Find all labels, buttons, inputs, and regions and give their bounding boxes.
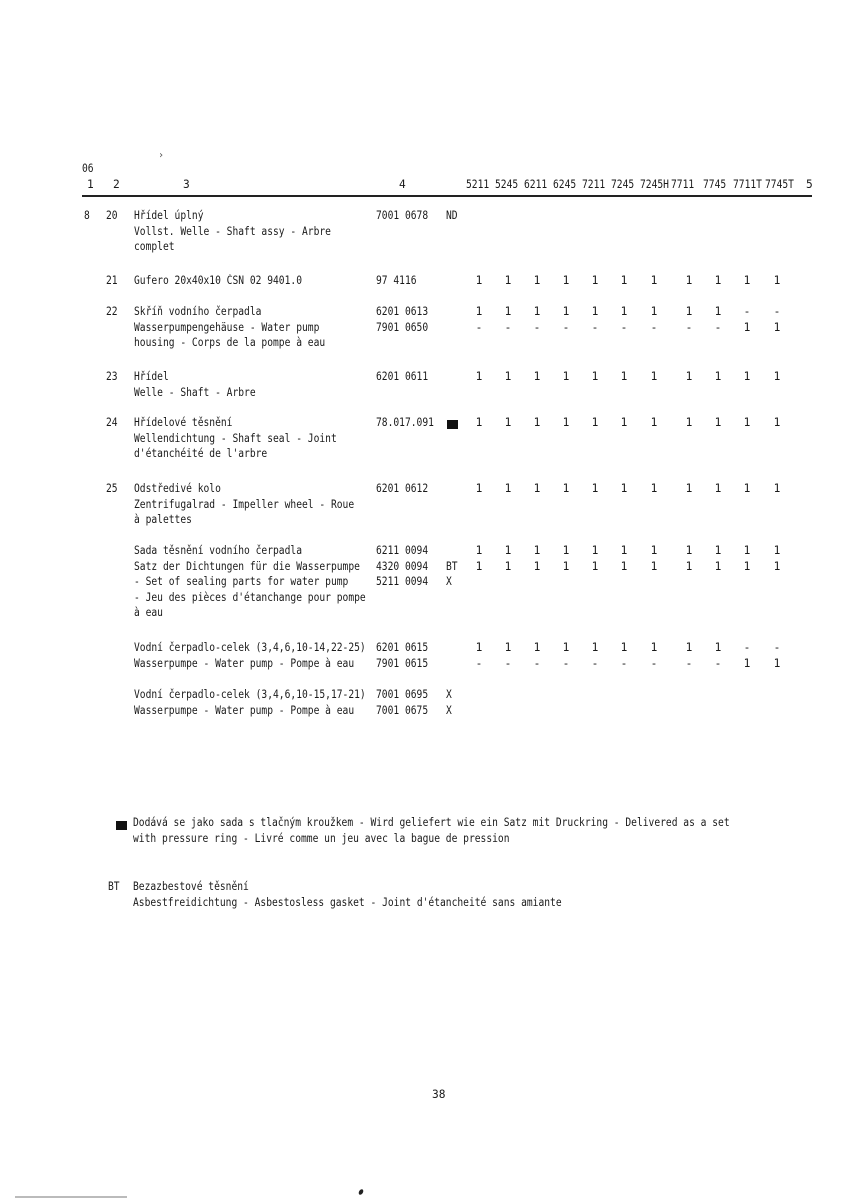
quantity-cell: -: [650, 320, 658, 334]
position-number: 20: [106, 209, 118, 222]
header-col-3: 3: [183, 178, 190, 191]
quantity-cell: 1: [714, 416, 722, 429]
quantity-cell: 1: [650, 416, 658, 429]
quantity-cell: 1: [650, 482, 658, 495]
part-number: 6211 0094: [376, 544, 429, 557]
quantity-cell: 1: [562, 305, 570, 318]
part-number: 6201 0612: [376, 482, 429, 495]
scan-mark: ›: [158, 150, 165, 161]
quantity-cell: 1: [743, 544, 751, 557]
quantity-cell: -: [475, 320, 483, 334]
quantity-cell: 1: [562, 274, 570, 287]
footnote-text: Bezazbestové těsnění: [133, 880, 249, 893]
quantity-cell: -: [620, 320, 628, 334]
part-number: 7901 0615: [376, 656, 429, 670]
quantity-cell: 1: [475, 641, 483, 654]
quantity-cell: 1: [714, 641, 722, 654]
quantity-cell: 1: [685, 416, 693, 429]
description-line: Vollst. Welle - Shaft assy - Arbre: [134, 224, 331, 238]
position-number: 22: [106, 305, 118, 318]
quantity-cell: -: [562, 320, 570, 334]
footnote-text: Asbestfreidichtung - Asbestosless gasket - Joint d'étancheité sans amiante: [133, 895, 562, 909]
footnote-text: with pressure ring - Livré comme un jeu avec la bague de pression: [133, 831, 510, 845]
header-col-4: 4: [399, 178, 406, 191]
quantity-cell: -: [743, 641, 751, 654]
part-number: 97 4116: [376, 274, 417, 287]
quantity-cell: 1: [591, 559, 599, 573]
note-marker: BT: [446, 559, 458, 573]
description-line: à palettes: [134, 513, 192, 527]
quantity-cell: 1: [685, 482, 693, 495]
quantity-cell: 1: [475, 559, 483, 573]
part-number: 6201 0611: [376, 370, 429, 383]
position-number: 24: [106, 416, 118, 429]
footnote-marker-icon: [116, 821, 127, 830]
quantity-cell: 1: [562, 641, 570, 654]
quantity-cell: 1: [685, 305, 693, 318]
description-line: complet: [134, 240, 175, 254]
quantity-cell: 1: [685, 559, 693, 573]
quantity-cell: 1: [714, 559, 722, 573]
quantity-cell: 1: [591, 641, 599, 654]
quantity-cell: 1: [650, 370, 658, 383]
quantity-cell: 1: [714, 305, 722, 318]
quantity-cell: 1: [620, 370, 628, 383]
scan-speck: [358, 1188, 364, 1195]
quantity-cell: 1: [620, 641, 628, 654]
note-marker: X: [446, 575, 452, 589]
header-col-1: 1: [87, 178, 94, 191]
description-line: Wasserpumpengehäuse - Water pump: [134, 320, 320, 334]
description-line: Hřídelové těsnění: [134, 416, 233, 429]
quantity-cell: 1: [685, 370, 693, 383]
quantity-cell: 1: [743, 559, 751, 573]
section-number: 06: [82, 162, 94, 175]
quantity-cell: -: [773, 305, 781, 318]
note-marker: X: [446, 688, 452, 701]
model-header: 7711T: [733, 178, 762, 191]
quantity-cell: 1: [504, 544, 512, 557]
model-header: 7745: [703, 178, 727, 191]
part-number: 7001 0675: [376, 703, 429, 717]
description-line: Odstředivé kolo: [134, 482, 221, 495]
quantity-cell: -: [714, 320, 722, 334]
quantity-cell: 1: [650, 559, 658, 573]
quantity-cell: 1: [773, 559, 781, 573]
part-number: 4320 0094: [376, 559, 429, 573]
quantity-cell: 1: [714, 274, 722, 287]
quantity-cell: -: [650, 656, 658, 670]
description-line: Hřídel: [134, 370, 169, 383]
quantity-cell: 1: [773, 544, 781, 557]
quantity-cell: 1: [743, 274, 751, 287]
quantity-cell: -: [562, 656, 570, 670]
quantity-cell: -: [685, 656, 693, 670]
description-line: Vodní čerpadlo-celek (3,4,6,10-15,17-21): [134, 688, 366, 701]
description-line: Sada těsnění vodního čerpadla: [134, 544, 302, 557]
quantity-cell: 1: [533, 641, 541, 654]
part-number: 6201 0615: [376, 641, 429, 654]
quantity-cell: 1: [714, 482, 722, 495]
description-line: Wasserpumpe - Water pump - Pompe à eau: [134, 656, 355, 670]
description-line: Zentrifugalrad - Impeller wheel - Roue: [134, 497, 355, 511]
quantity-cell: -: [504, 656, 512, 670]
quantity-cell: 1: [591, 370, 599, 383]
quantity-cell: 1: [743, 370, 751, 383]
quantity-cell: 1: [475, 274, 483, 287]
part-number: 7001 0695: [376, 688, 429, 701]
quantity-cell: 1: [591, 544, 599, 557]
quantity-cell: 1: [685, 641, 693, 654]
quantity-cell: 1: [620, 305, 628, 318]
description-line: Vodní čerpadlo-celek (3,4,6,10-14,22-25): [134, 641, 366, 654]
quantity-cell: 1: [714, 544, 722, 557]
quantity-cell: 1: [620, 416, 628, 429]
quantity-cell: 1: [504, 274, 512, 287]
position-number: 23: [106, 370, 118, 383]
quantity-cell: -: [773, 641, 781, 654]
footnote-text: Dodává se jako sada s tlačným kroužkem - Wird geliefert wie ein Satz mit Druckring - Delivered as a set: [133, 816, 730, 829]
quantity-cell: 1: [591, 274, 599, 287]
model-header: 7245: [611, 178, 635, 191]
quantity-cell: 1: [773, 320, 781, 334]
quantity-cell: -: [685, 320, 693, 334]
model-header: 7745T: [765, 178, 794, 191]
note-marker: ND: [446, 209, 458, 222]
part-number: 7001 0678: [376, 209, 429, 222]
quantity-cell: 1: [475, 544, 483, 557]
quantity-cell: -: [504, 320, 512, 334]
quantity-cell: 1: [773, 656, 781, 670]
quantity-cell: -: [475, 656, 483, 670]
model-header: 5211: [466, 178, 490, 191]
model-header: 5245: [495, 178, 519, 191]
quantity-cell: 1: [620, 544, 628, 557]
model-header: 6245: [553, 178, 577, 191]
quantity-cell: 1: [504, 559, 512, 573]
quantity-cell: 1: [475, 482, 483, 495]
quantity-cell: 1: [650, 641, 658, 654]
quantity-cell: 1: [533, 305, 541, 318]
quantity-cell: 1: [562, 482, 570, 495]
footnote-marker: BT: [108, 880, 120, 893]
quantity-cell: 1: [562, 416, 570, 429]
description-line: Wellendichtung - Shaft seal - Joint: [134, 431, 337, 445]
header-col-5: 5: [806, 178, 813, 191]
quantity-cell: 1: [504, 482, 512, 495]
position-number: 25: [106, 482, 118, 495]
header-col-2: 2: [113, 178, 120, 191]
quantity-cell: 1: [773, 370, 781, 383]
quantity-cell: 1: [620, 482, 628, 495]
quantity-cell: 1: [475, 305, 483, 318]
group-number: 8: [84, 209, 90, 222]
quantity-cell: 1: [533, 544, 541, 557]
quantity-cell: 1: [743, 656, 751, 670]
quantity-cell: 1: [620, 274, 628, 287]
quantity-cell: 1: [504, 370, 512, 383]
quantity-cell: 1: [714, 370, 722, 383]
quantity-cell: 1: [504, 416, 512, 429]
quantity-cell: 1: [533, 370, 541, 383]
description-line: à eau: [134, 606, 163, 620]
quantity-cell: 1: [533, 416, 541, 429]
quantity-cell: 1: [650, 544, 658, 557]
model-header: 7211: [582, 178, 606, 191]
quantity-cell: 1: [685, 274, 693, 287]
quantity-cell: -: [591, 656, 599, 670]
quantity-cell: 1: [591, 416, 599, 429]
quantity-cell: 1: [591, 305, 599, 318]
model-header: 7245H: [640, 178, 669, 191]
quantity-cell: -: [533, 320, 541, 334]
quantity-cell: 1: [533, 482, 541, 495]
quantity-cell: -: [591, 320, 599, 334]
quantity-cell: 1: [562, 559, 570, 573]
description-line: Welle - Shaft - Arbre: [134, 385, 256, 399]
quantity-cell: 1: [562, 544, 570, 557]
quantity-cell: 1: [743, 482, 751, 495]
bottom-edge-line: [15, 1196, 127, 1198]
quantity-cell: 1: [743, 320, 751, 334]
description-line: housing - Corps de la pompe à eau: [134, 336, 326, 350]
quantity-cell: 1: [533, 274, 541, 287]
part-number: 5211 0094: [376, 575, 429, 589]
quantity-cell: 1: [475, 416, 483, 429]
description-line: - Set of sealing parts for water pump: [134, 575, 349, 589]
description-line: Gufero 20x40x10 ČSN 02 9401.0: [134, 274, 302, 287]
description-line: Hřídel úplný: [134, 209, 204, 222]
description-line: Skříň vodního čerpadla: [134, 305, 262, 318]
quantity-cell: 1: [773, 274, 781, 287]
quantity-cell: 1: [562, 370, 570, 383]
quantity-cell: 1: [743, 416, 751, 429]
part-number: 78.017.091: [376, 416, 434, 429]
quantity-cell: 1: [685, 544, 693, 557]
quantity-cell: -: [743, 305, 751, 318]
note-marker: X: [446, 703, 452, 717]
page-number: 38: [432, 1088, 446, 1101]
description-line: Satz der Dichtungen für die Wasserpumpe: [134, 559, 360, 573]
quantity-cell: 1: [591, 482, 599, 495]
description-line: d'étanchéité de l'arbre: [134, 447, 268, 461]
footnote-marker-icon: [447, 420, 458, 429]
quantity-cell: 1: [773, 482, 781, 495]
part-number: 7901 0650: [376, 320, 429, 334]
quantity-cell: -: [620, 656, 628, 670]
quantity-cell: -: [533, 656, 541, 670]
quantity-cell: -: [714, 656, 722, 670]
quantity-cell: 1: [504, 305, 512, 318]
quantity-cell: 1: [650, 305, 658, 318]
quantity-cell: 1: [533, 559, 541, 573]
description-line: Wasserpumpe - Water pump - Pompe à eau: [134, 703, 355, 717]
quantity-cell: 1: [504, 641, 512, 654]
model-header: 7711: [671, 178, 695, 191]
part-number: 6201 0613: [376, 305, 429, 318]
quantity-cell: 1: [620, 559, 628, 573]
model-header: 6211: [524, 178, 548, 191]
header-rule: [82, 195, 812, 197]
description-line: - Jeu des pièces d'étanchange pour pompe: [134, 590, 366, 604]
position-number: 21: [106, 274, 118, 287]
quantity-cell: 1: [650, 274, 658, 287]
quantity-cell: 1: [773, 416, 781, 429]
quantity-cell: 1: [475, 370, 483, 383]
